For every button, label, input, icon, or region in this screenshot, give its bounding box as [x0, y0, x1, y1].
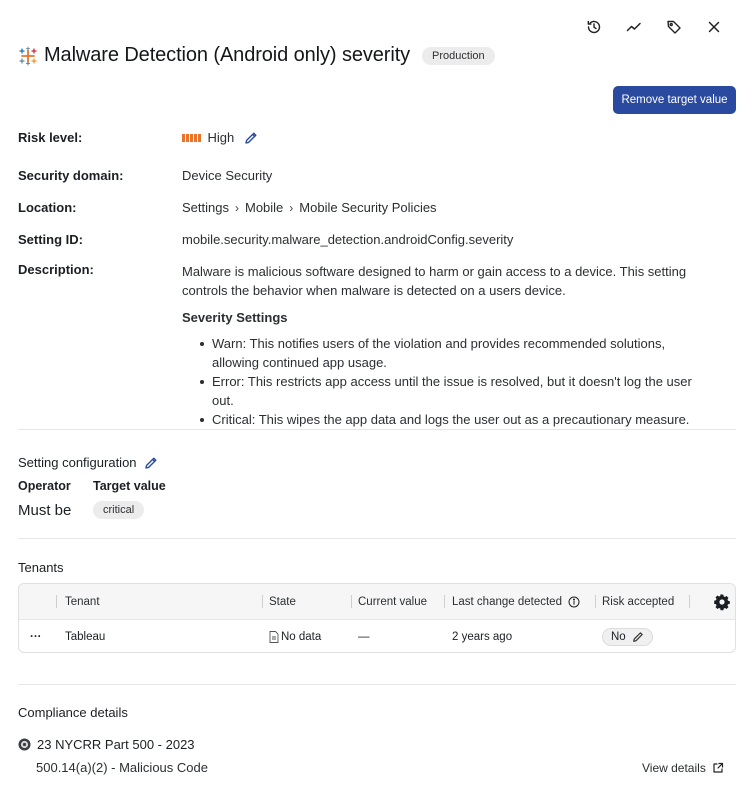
risk-level-text: High: [207, 130, 235, 145]
compliance-standard: [18, 737, 195, 752]
risk-level-label: Risk level:: [18, 130, 83, 145]
setting-id-label: Setting ID:: [18, 232, 83, 247]
list-item: Critical: This wipes the app data and logs the user out as a precautionary measure.: [200, 410, 702, 429]
operator-value: Must be: [18, 501, 72, 519]
security-domain-label: Security domain:: [18, 168, 124, 183]
breadcrumb: [182, 200, 437, 215]
gear-icon: [713, 593, 731, 611]
risk-accepted-text: No: [611, 630, 626, 643]
remove-target-value-button[interactable]: Remove target value: [613, 86, 736, 114]
trend-icon: [626, 19, 642, 35]
environment-badge: Production: [422, 47, 495, 65]
tenant-cell: Tableau: [65, 630, 106, 643]
column-divider: [689, 595, 690, 608]
operator-header: Operator: [18, 479, 71, 493]
history-icon: [586, 19, 602, 35]
security-domain-row: [18, 168, 272, 183]
last-change-cell: 2 years ago: [452, 630, 513, 643]
info-icon[interactable]: [568, 596, 580, 608]
target-value-header: Target value: [93, 479, 166, 493]
state-cell: [269, 620, 321, 653]
breadcrumb-item: Mobile Security Policies: [299, 200, 437, 215]
risk-accepted-toggle[interactable]: [602, 628, 653, 646]
view-details-link[interactable]: [642, 761, 724, 775]
column-divider: [56, 595, 57, 608]
edit-risk-pencil-icon[interactable]: [244, 131, 258, 145]
column-divider: [262, 595, 263, 608]
location-row: [18, 200, 437, 215]
severity-list: [182, 334, 702, 429]
breadcrumb-item: Settings: [182, 200, 229, 215]
description-row: [18, 262, 702, 429]
state-text: No data: [281, 630, 322, 643]
risk-level-row: [18, 130, 258, 145]
column-header-risk-accepted[interactable]: Risk accepted: [602, 595, 675, 608]
list-item: Error: This restricts app access until the issue is resolved, but it doesn't log the user out.: [200, 372, 702, 410]
row-menu-button[interactable]: ···: [30, 630, 42, 643]
table-header: [19, 584, 735, 619]
risk-level-bars-icon: [182, 134, 201, 142]
column-header-current-value[interactable]: Current value: [358, 595, 428, 608]
description-block: [182, 262, 702, 429]
compliance-title: Compliance details: [18, 705, 128, 720]
tableau-logo-icon: [18, 46, 38, 66]
divider: [18, 538, 736, 539]
external-link-icon: [712, 762, 724, 774]
close-icon: [706, 19, 722, 35]
trend-button[interactable]: [614, 14, 654, 40]
compliance-control: 500.14(a)(2) - Malicious Code: [36, 760, 208, 775]
history-button[interactable]: [574, 14, 614, 40]
edit-pencil-icon: [632, 631, 644, 643]
compliance-standard-name: 23 NYCRR Part 500 - 2023: [37, 737, 195, 752]
page-title: Malware Detection (Android only) severity: [44, 44, 411, 66]
document-icon: [269, 631, 279, 643]
column-header-last-change[interactable]: [452, 584, 580, 619]
edit-configuration-pencil-icon[interactable]: [144, 456, 158, 470]
setting-id-value: mobile.security.malware_detection.androidConfig.severity: [182, 232, 514, 247]
column-header-tenant[interactable]: Tenant: [65, 595, 100, 608]
column-divider: [444, 595, 445, 608]
column-divider: [351, 595, 352, 608]
last-change-label: Last change detected: [452, 595, 562, 608]
header-toolbar: [574, 14, 734, 40]
tag-button[interactable]: [654, 14, 694, 40]
configuration-values: [18, 501, 144, 519]
tenants-title: Tenants: [18, 560, 64, 575]
divider: [18, 429, 736, 430]
column-header-state[interactable]: State: [269, 595, 296, 608]
setting-configuration-header: [18, 455, 158, 470]
chevron-right-icon: ›: [289, 200, 294, 215]
divider: [18, 684, 736, 685]
view-details-label: View details: [642, 761, 706, 775]
table-row[interactable]: [19, 619, 735, 653]
setting-id-row: [18, 232, 513, 247]
security-domain-value: Device Security: [182, 168, 273, 183]
risk-accepted-cell: [602, 620, 653, 653]
column-divider: [595, 595, 596, 608]
breadcrumb-item: Mobile: [244, 200, 284, 215]
description-label: Description:: [18, 262, 94, 277]
tag-icon: [666, 19, 682, 35]
description-text: Malware is malicious software designed to harm or gain access to a device. This setting controls the behavior when malware is detected on a users device.: [182, 264, 687, 298]
close-button[interactable]: [694, 14, 734, 40]
standard-seal-icon: [18, 738, 31, 751]
configuration-columns: [18, 479, 166, 493]
table-settings-button[interactable]: [713, 584, 731, 619]
risk-level-value: [182, 130, 258, 145]
severity-settings-title: Severity Settings: [182, 310, 288, 325]
current-value-cell: —: [358, 630, 370, 643]
chevron-right-icon: ›: [234, 200, 239, 215]
tenants-table: [18, 583, 736, 653]
location-label: Location:: [18, 200, 77, 215]
title-row: [18, 44, 495, 67]
list-item: Warn: This notifies users of the violation and provides recommended solutions, allowing continued app usage.: [200, 334, 702, 372]
setting-configuration-title: Setting configuration: [18, 455, 137, 470]
target-value-pill: critical: [93, 501, 144, 519]
